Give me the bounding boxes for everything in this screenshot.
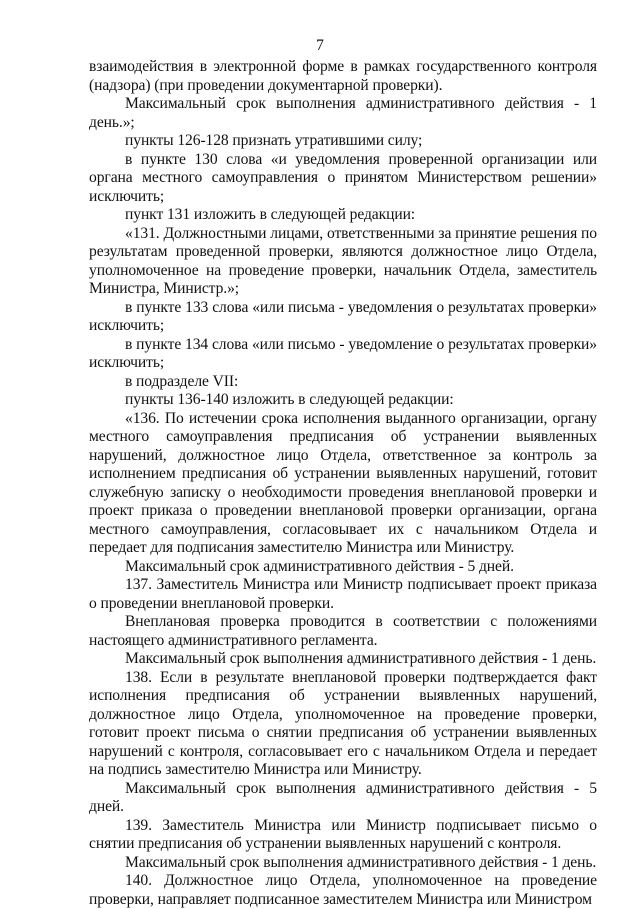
paragraph: Максимальный срок административного действия - 5 дней. [125, 557, 514, 575]
document-body [89, 58, 597, 909]
paragraph: пункты 136-140 изложить в следующей редакции: [125, 391, 454, 408]
paragraph: «131. Должностными лицами, ответственными за принятие решения по результатам проведенной проверки, являются должностное лицо Отдела, уполномоченное на проведение проверки, начальник Отдела, заместитель Министра, Министр.»; [89, 224, 597, 297]
paragraph: взаимодействия в электронной форме в рамках государственного контроля (надзора) (при проведении документарной проверки). [89, 58, 597, 94]
paragraph: Максимальный срок выполнения административного действия - 1 день.»; [89, 95, 597, 131]
paragraph: Внеплановая проверка проводится в соответствии с положениями настоящего административного регламента. [89, 613, 597, 649]
paragraph: 140. Должностное лицо Отдела, уполномоченное на проведение проверки, направляет подписанное заместителем Министра или Министром [89, 872, 597, 908]
paragraph: пункты 126-128 признать утратившими силу; [125, 132, 423, 149]
paragraph: 138. Если в результате внеплановой проверки подтверждается факт исполнения предписания об устранении выявленных нарушений, должностное лицо Отдела, уполномоченное на проведение проверки, готовит проект письма о снятии предписания об устранении выявленных нарушений с контроля, согласовывает его с начальником Отдела и передает на подпись заместителю Министра или Министру. [89, 668, 597, 778]
paragraph: в пункте 133 слова «или письма - уведомления о результатах проверки» исключить; [89, 298, 597, 334]
paragraph: Максимальный срок выполнения административного действия - 5 дней. [89, 779, 597, 815]
paragraph: Максимальный срок выполнения административного действия - 1 день. [125, 853, 597, 871]
paragraph: 137. Заместитель Министра или Министр подписывает проект приказа о проведении внеплановой проверки. [89, 576, 597, 612]
paragraph: «136. По истечении срока исполнения выданного организации, органу местного самоуправления предписания об устранении выявленных нарушений, должностное лицо Отдела, ответственное за контроль за исполнением предписания об устранении выявленных нарушений, готовит служебную записку о необходимости проведения внеплановой проверки и проект приказа о проведении внеплановой проверки организации, органа местного самоуправления, согласовывает их с начальником Отдела и передает для подписания заместителю Министра или Министру. [89, 409, 597, 556]
paragraph: Максимальный срок выполнения административного действия - 1 день. [125, 650, 597, 667]
paragraph: 139. Заместитель Министра или Министр подписывает письмо о снятии предписания об устранении выявленных нарушений с контроля. [89, 816, 597, 852]
paragraph: в пункте 134 слова «или письмо - уведомление о результатах проверки» исключить; [89, 335, 597, 371]
page-number: 7 [316, 37, 324, 54]
paragraph: в подразделе VII: [125, 372, 239, 390]
paragraph: в пункте 130 слова «и уведомления проверенной организации или органа местного самоуправления о принятом Министерством решении» исключить; [89, 150, 597, 205]
paragraph: пункт 131 изложить в следующей редакции: [125, 206, 416, 223]
